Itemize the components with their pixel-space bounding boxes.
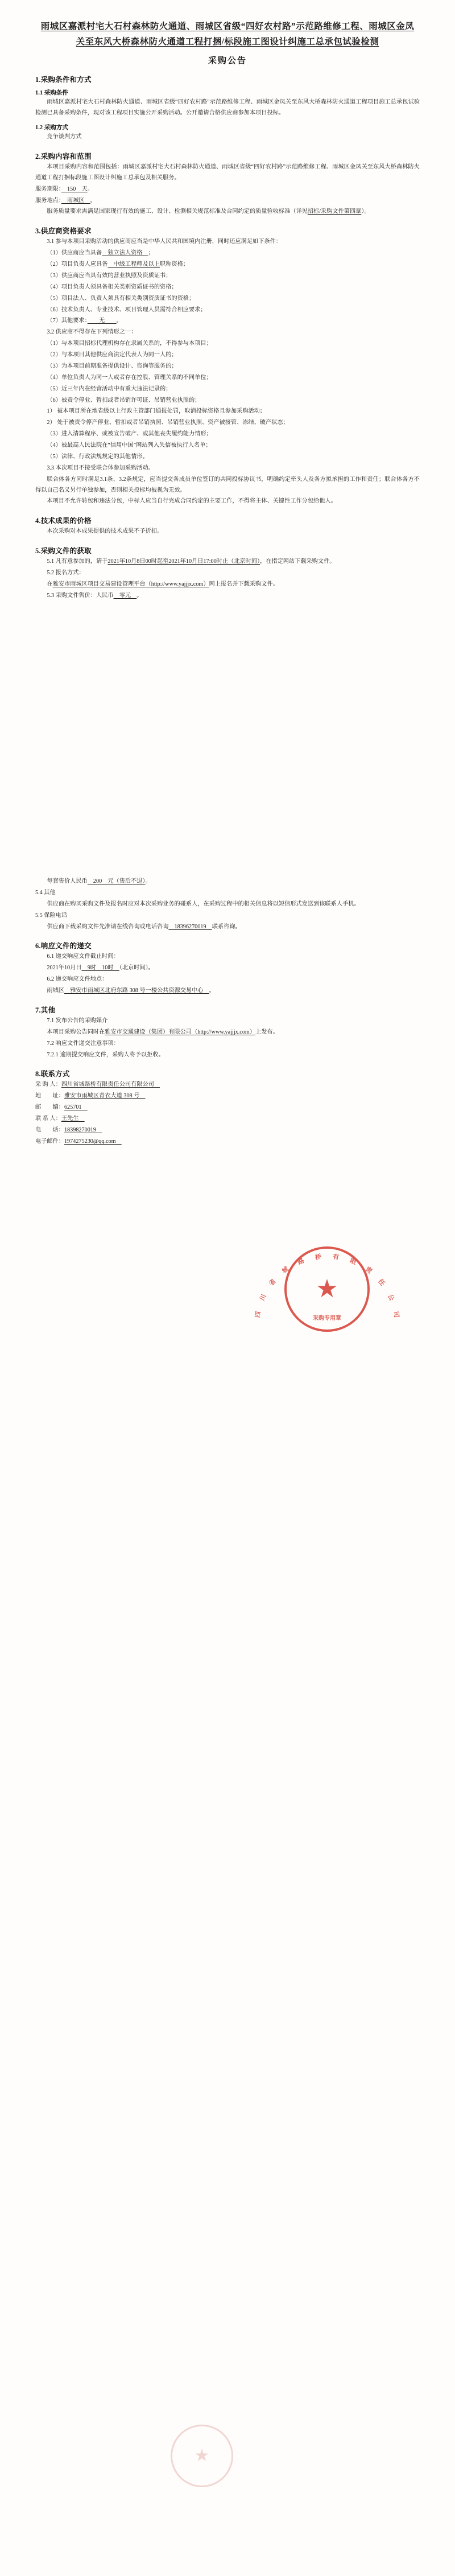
section-3 — [35, 225, 420, 507]
section-3-1-item-7: （7）其他要求： 无 。 — [47, 318, 122, 324]
section-1-1-heading: 1.1 采购条件 — [35, 90, 68, 97]
seal-arc-char: 公 — [386, 1293, 395, 1302]
section-3-2-item-8: （4）被最高人民法院在“信用中国”网站列入失信被执行人名单； — [47, 442, 212, 449]
seal-arc-char: 有 — [332, 1253, 340, 1261]
section-5-5-text: 供应商下载采购文件先准请在线咨询或电话咨询 18396270019 联系咨询。 — [47, 923, 241, 930]
section-2-duration: 服务期限： 150 天。 — [35, 186, 93, 192]
page-subtitle: 采购公告 — [208, 56, 247, 66]
section-7-2: 7.2 响应文件递交注意事项： — [47, 1040, 119, 1047]
seal-arc-char: 省 — [268, 1278, 278, 1287]
section-5-5-heading: 5.5 保险电话 — [35, 912, 68, 919]
section-3-2-item-1: （1）与本项目招标代理机构存在隶属关系的，不得参与本项目； — [47, 340, 212, 347]
page-title: 雨城区嘉派村宅大石村森林防火通道、雨城区省级“四好农村路”示范路维修工程、雨城区金凤关至东风大桥森林防火通道工程打捆/标段施工图设计纠施工总承包试验检测 — [40, 22, 415, 47]
section-6-1-text: 2021年10月日 9时 10时 （北京时间）。 — [47, 965, 154, 972]
section-5-4-text: 供应商在购买采购文件及报名时应对本次采购业务的碰系人，在采购过程中的相关信息将以短信形式发送到该联系人手机。 — [47, 900, 360, 907]
section-4 — [35, 515, 420, 537]
section-5-1: 5.1 凡有意参加的，请于2021年10月8日00时起至2021年10月日17:00时止（北京时间），在指定网站下载采购文件。 — [47, 558, 336, 565]
contact-buyer: 采 购 人：四川省城路桥有限责任公司有限公司 — [35, 1081, 160, 1088]
section-2-text-1: 本项目采购内容和范围包括：雨城区嘉派村宅大石村森林防火通道、雨城区省级“四好农村路”示范路维修工程、雨城区金凤关至东风大桥森林防火通道工程打捆标段施工图设计纠施工总承包及相关服务。 — [35, 163, 420, 181]
contact-phone: 电 话：18398270019 — [35, 1126, 102, 1133]
seal-arc-char: 限 — [349, 1257, 358, 1266]
section-3-2-sub-1: 1） 被本项目所在地省级以上行政主管部门通报处罚，取消投标资格且参加采购活动； — [47, 408, 266, 415]
seal-arc-char: 司 — [392, 1311, 400, 1319]
document-page-2 — [0, 854, 455, 1525]
seal-arc-char: 城 — [281, 1265, 291, 1275]
section-3-3: 3.3 本次项目不接受联合体参加采购活动。 — [47, 464, 154, 471]
section-3-2-item-2: （2）与本项目其他供应商法定代表人为同一人的； — [47, 352, 177, 359]
contact-email: 电子邮件：1974275230@qq.com — [35, 1138, 122, 1145]
section-7-1: 7.1 发布公告的采购媒介 — [47, 1017, 108, 1024]
section-3-2-item-5: （5）近三年内在经营活动中有重大违法记录的； — [47, 385, 172, 392]
document-page-1 — [0, 0, 455, 854]
seal-star-icon: ★ — [316, 1275, 338, 1303]
section-7-1-text: 本项目采购公告同时在雅安市交通建设（集团）有限公司（http://www.yajjjx.com）上发布。 — [47, 1028, 279, 1035]
section-3-5: 本项目不允许转包和违法分包，中标人应当自行完成合同约定的主要工作，不得将主体、关键性工作分包给他人。 — [47, 498, 337, 505]
section-3-2-item-4: （4）单位负责人为同一人或者存在控股、管理关系的不同单位； — [47, 374, 212, 381]
seal-arc-char: 川 — [259, 1293, 268, 1302]
section-4-heading: 4.技术成果的价格 — [35, 517, 92, 525]
section-1-2-text: 竞争谈判方式 — [47, 134, 82, 141]
section-6-1: 6.1 递交响应文件截止时间： — [47, 953, 119, 960]
section-3-1-item-4: （4）项目负责人须具备相关类别资质证书的资格； — [47, 283, 177, 290]
section-5 — [35, 545, 420, 602]
section-5-4-heading: 5.4 其他 — [35, 889, 56, 896]
faint-seal — [171, 2425, 233, 2487]
section-3-1-item-3: （3）供应商应当具有效的营业执照及资质证书； — [47, 272, 172, 279]
contact-person: 联 系 人：王先生 — [35, 1116, 85, 1122]
section-2 — [35, 151, 420, 217]
section-3-4: 联合体各方同时满足3.1条、3.2条规定，应当提交各成员单位签订的共同投标协议书，明确约定牵头人及各方拟承担的工作和责任；联合体各方不得以自己名义另行单独参加，否则相关投标均被视为无效。 — [35, 476, 420, 493]
section-3-2-item-7: （3）进入清算程序、或被宣告破产、或其他丧失履约能力情形； — [47, 431, 212, 438]
section-6-2: 6.2 递交响应文件地点： — [47, 976, 108, 983]
section-1-heading: 1.采购条件和方式 — [35, 76, 92, 84]
official-seal — [254, 1246, 400, 1332]
faint-seal-star-icon: ★ — [194, 2446, 210, 2465]
section-7-heading: 7.其他 — [35, 1006, 56, 1014]
section-6-2-text: 雨城区 雅安市雨城区北府东路 308 号一楼公共资源交易中心 。 — [47, 987, 215, 994]
seal-arc-char: 任 — [377, 1278, 386, 1287]
contact-postcode: 邮 编：625701 — [35, 1104, 88, 1111]
section-5-2-text: 在雅安市雨城区项目交易建设管理平台（http://www.yajjjx.com）网上报名并下载采购文件。 — [47, 581, 279, 587]
seal-arc-char: 桥 — [315, 1253, 322, 1261]
section-1 — [35, 74, 420, 143]
contact-address: 地 址：雅安市雨城区青衣大道 308 号 — [35, 1093, 146, 1100]
section-2-heading: 2.采购内容和范围 — [35, 152, 92, 161]
section-3-2-item-9: （5）法律、行政法规规定的其他情形。 — [47, 453, 148, 460]
section-4-text: 本次采购对本成果提供的技术成果不予折扣。 — [47, 528, 163, 535]
section-3-2: 3.2 供应商不得存在下列情形之一： — [47, 329, 137, 336]
section-2-location: 服务地点： 雨城区 。 — [35, 197, 96, 204]
section-3-1-item-5: （5）项目法人、负责人须具有相关类别资质证书的资格； — [47, 295, 195, 302]
section-3-2-item-6: （6）被责令停业、暂扣或者吊销许可证、吊销营业执照的； — [47, 397, 201, 404]
section-3-1-item-1: （1）供应商应当具备 独立法人资格 ； — [47, 250, 154, 257]
section-3-1-item-2: （2）项目负责人应具备 中级工程师及以上职称资格； — [47, 261, 189, 268]
section-3-heading: 3.供应商资格要求 — [35, 227, 92, 236]
seal-arc-char: 路 — [296, 1257, 305, 1266]
section-7-2-1: 7.2.1 逾期提交响应文件，采购人将予以拒收。 — [47, 1051, 164, 1058]
section-5-3: 5.3 采购文件售价：人民币 零元 。 — [47, 592, 143, 599]
section-1-1-text: 雨城区嘉派村宅大石村森林防火通道、雨城区省级“四好农村路”示范路维修工程、雨城区金凤关至东风大桥森林防火通道工程项目施工总承包试验检测已具备采购条件，现对该工程项目实施公开采购活动。公开邀请合格供应商参加本项目投标。 — [35, 99, 420, 117]
document-page-3 — [0, 1525, 455, 2576]
seal-arc-char: 责 — [363, 1265, 373, 1275]
seal-bottom-text: 采购专用章 — [313, 1315, 341, 1322]
section-8-heading: 8.联系方式 — [35, 1070, 70, 1079]
section-5b-price: 每套售价人民币 200 元（售后不退）。 — [47, 878, 151, 884]
section-5-2: 5.2 报名方式： — [47, 570, 85, 577]
section-3-1: 3.1 参与本项目采购活动的供应商应当是中华人民共和国境内注册，同时还应满足如下条件： — [47, 238, 282, 245]
section-3-1-item-6: （6）技术负责人、专业技术、项目管理人员需符合相应要求； — [47, 306, 206, 313]
section-5-heading: 5.采购文件的获取 — [35, 547, 92, 555]
section-6-heading: 6.响应文件的递交 — [35, 942, 92, 950]
section-1-2-heading: 1.2 采购方式 — [35, 125, 68, 131]
section-3-2-sub-2: 2） 处于被责令停产停业、暂扣或者吊销执照、吊销营业执照、资产被接管、冻结、破产状态； — [47, 419, 289, 426]
section-3-2-item-3: （3）为本项目前期准备提供设计、咨询等服务的； — [47, 363, 177, 369]
seal-arc-char: 四 — [254, 1311, 262, 1319]
section-2-quality: 服务质量要求需满足国家现行有效的施工、设计、检测相关规范标准及合同约定的质量验收标准（详见招标/采购文件第四章）。 — [47, 208, 370, 215]
